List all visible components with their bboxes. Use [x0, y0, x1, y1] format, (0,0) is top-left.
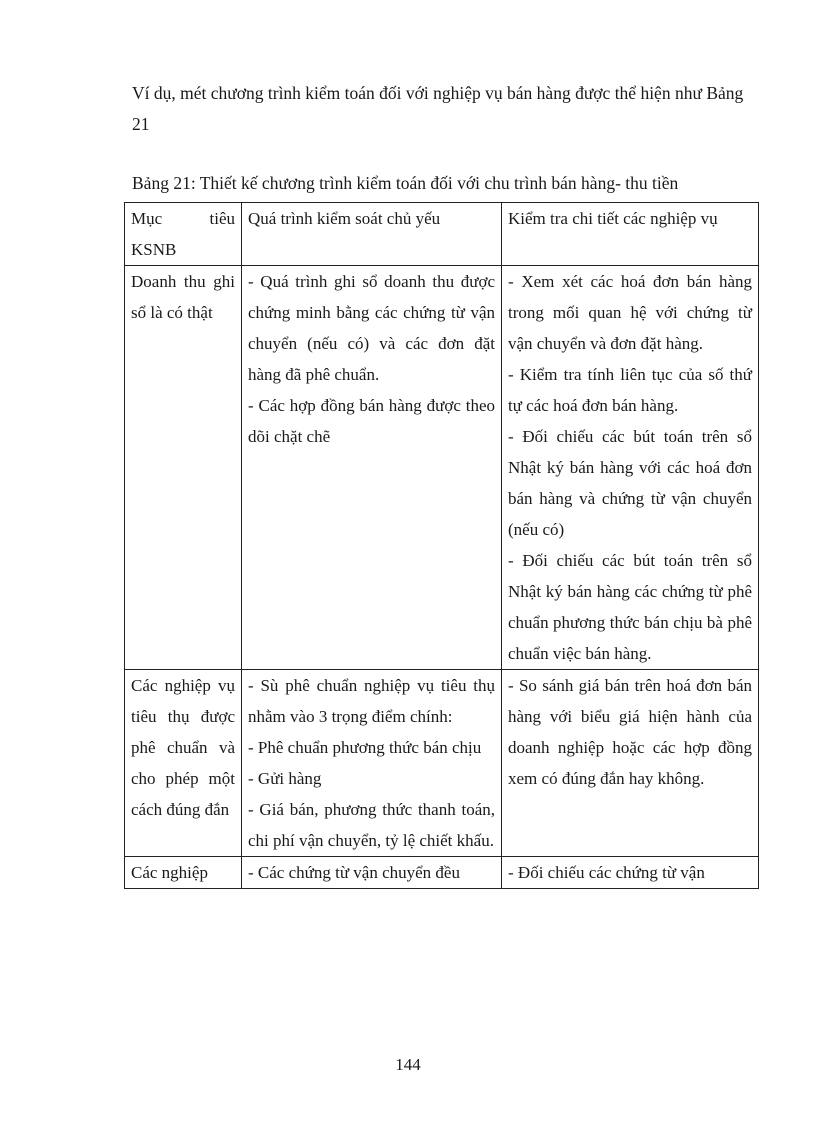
audit-program-table: [124, 202, 759, 889]
tests-cell: [502, 266, 759, 670]
table-row: [125, 266, 759, 670]
intro-paragraph: Ví dụ, mét chương trình kiểm toán đối với nghiệp vụ bán hàng được thể hiện như Bảng 21: [132, 83, 744, 134]
test-item: - Đối chiếu các chứng từ vận: [508, 863, 705, 882]
header-controls: Quá trình kiểm soát chủ yếu: [242, 203, 502, 266]
control-item: - Giá bán, phương thức thanh toán, chi phí vận chuyển, tỷ lệ chiết khấu.: [248, 800, 495, 850]
objective-cell: Các nghiệp vụ tiêu thụ được phê chuẩn và cho phép một cách đúng đắn: [125, 670, 242, 857]
test-item: - So sánh giá bán trên hoá đơn bán hàng với biểu giá hiện hành của doanh nghiệp hoặc các hợp đồng xem có đúng đắn hay không.: [508, 676, 752, 788]
objective-cell: Doanh thu ghi sổ là có thật: [125, 266, 242, 670]
header-tests: Kiểm tra chi tiết các nghiệp vụ: [502, 203, 759, 266]
control-item: - Sù phê chuẩn nghiệp vụ tiêu thụ nhằm vào 3 trọng điểm chính:: [248, 676, 495, 726]
test-item: - Đối chiếu các bút toán trên sổ Nhật ký bán hàng các chứng từ phê chuẩn phương thức bán chịu bà phê chuẩn việc bán hàng.: [508, 551, 752, 663]
table-row: [125, 857, 759, 889]
control-item: - Gửi hàng: [248, 769, 322, 788]
table-caption: Bảng 21: Thiết kế chương trình kiểm toán đối với chu trình bán hàng- thu tiền: [132, 173, 679, 193]
control-item: - Phê chuẩn phương thức bán chịu: [248, 738, 482, 757]
controls-cell: [242, 266, 502, 670]
table-header-row: [125, 203, 759, 266]
page-number: 144: [395, 1055, 421, 1074]
header-objective: Mục tiêu KSNB: [125, 203, 242, 266]
controls-cell: [242, 670, 502, 857]
test-item: - Đối chiếu các bút toán trên sổ Nhật ký bán hàng với các hoá đơn bán hàng và chứng từ vận chuyển (nếu có): [508, 427, 752, 539]
test-item: - Xem xét các hoá đơn bán hàng trong mối quan hệ với chứng từ vận chuyển và đơn đặt hàng.: [508, 272, 752, 353]
control-item: - Các chứng từ vận chuyển đều: [248, 863, 460, 882]
controls-cell: [242, 857, 502, 889]
objective-cell: Các nghiệp: [125, 857, 242, 889]
test-item: - Kiểm tra tính liên tục của số thứ tự các hoá đơn bán hàng.: [508, 365, 752, 415]
control-item: - Quá trình ghi sổ doanh thu được chứng minh bằng các chứng từ vận chuyển (nếu có) và các đơn đặt hàng đã phê chuẩn.: [248, 272, 495, 384]
tests-cell: [502, 857, 759, 889]
tests-cell: [502, 670, 759, 857]
table-row: [125, 670, 759, 857]
control-item: - Các hợp đồng bán hàng được theo dõi chặt chẽ: [248, 396, 495, 446]
